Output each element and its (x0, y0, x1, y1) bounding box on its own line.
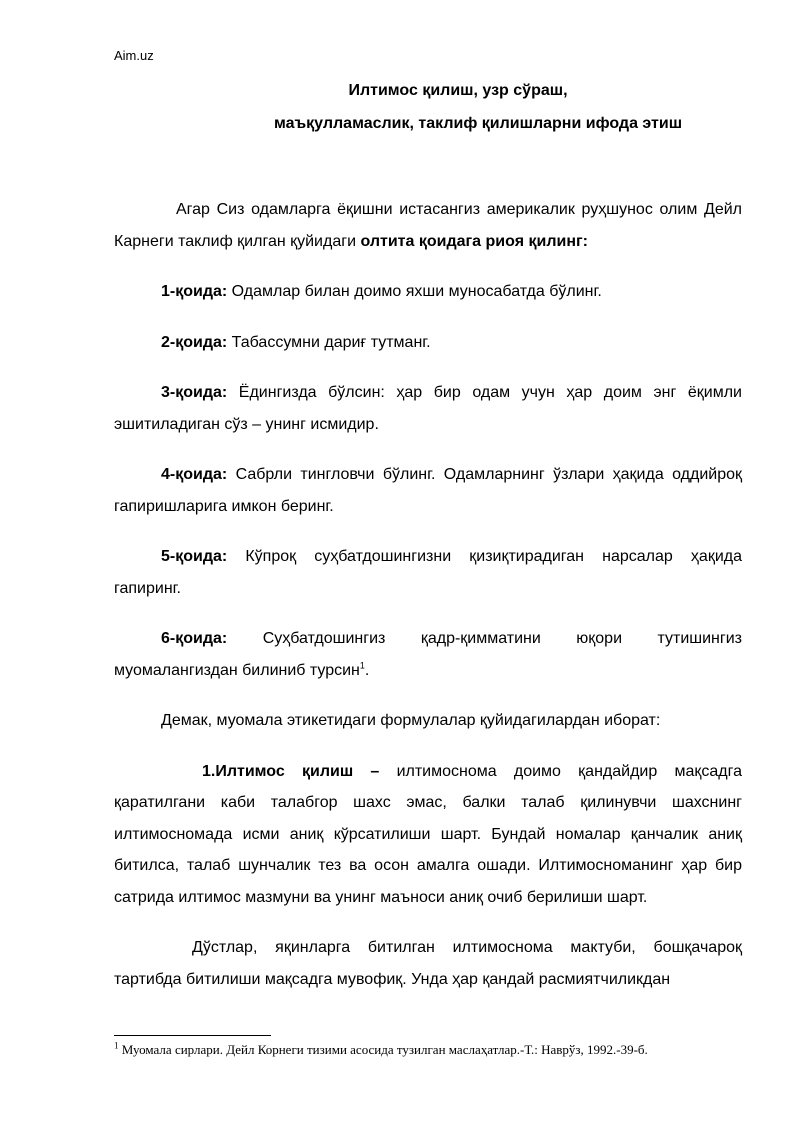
rule-2 (114, 327, 742, 359)
intro-bold: олтита қоидага риоя қилинг: (360, 232, 588, 250)
document-title-line1: Илтимос қилиш, узр сўраш, (348, 82, 568, 99)
rule-label: 1-қоида: (161, 283, 228, 300)
rule-label: 2-қоида: (161, 333, 228, 351)
rule-label: 4-қоида: (161, 466, 228, 483)
rule-text: Одамлар билан доимо яхши муносабатда бўлинг. (227, 283, 602, 300)
rule-text: Табассумни дариғ тутманг. (227, 333, 431, 351)
friends-paragraph: Дўстлар, яқинларга битилган илтимоснома мактуби, бошқачароқ тартибда битилиши мақсадга мувофиқ. Унда ҳар қандай расмиятчиликдан (114, 939, 742, 988)
rule-6-word: қадр-қимматини (420, 630, 541, 647)
rule-6-word: Суҳбатдошингиз (262, 630, 386, 647)
section-1-paragraph (114, 756, 742, 914)
section-1-text: илтимоснома доимо қандайдир мақсадга қаратилгани каби талабгор шахс эмас, балки талаб қилинувчи шахснинг илтимосномада исми аниқ кўрсатилиши шарт. Бундай номалар қанчалик аниқ битилса, талаб шунчалик тез ва осон амалга ошади. Илтимосноманинг ҳар бир сатрида илтимос мазмуни ва унинг маъноси аниқ очиб берилиши шарт. (114, 762, 743, 906)
rule-6-text: муомалангиздан билиниб турсин (114, 661, 360, 679)
rule-3 (114, 377, 742, 440)
section-1-heading: 1.Илтимос қилиш – (202, 762, 380, 780)
summary-paragraph: Демак, муомала этикетидаги формулалар қуйидагилардан иборат: (161, 712, 661, 729)
rule-6-period: . (364, 661, 370, 679)
footnote-reference[interactable]: 1 (359, 660, 365, 671)
rule-6 (114, 623, 742, 686)
rule-text: Сабрли тингловчи бўлинг. Одамларнинг ўзлари ҳақида оддийроқ гапиришларига имкон беринг. (114, 466, 742, 515)
intro-text: Агар Сиз одамларга ёқишни истасангиз америкалик руҳшунос олим Дейл Карнеги таклиф қилган қуйидаги (114, 201, 742, 250)
rule-6-word: тутишингиз (657, 630, 742, 647)
footnote-mark: 1 (114, 1040, 119, 1051)
document-body (114, 194, 742, 995)
rule-text: Ёдингизда бўлсин: ҳар бир одам учун ҳар доим энг ёқимли эшитиладиган сўз – унинг исмидир. (114, 384, 742, 433)
rule-label: 5-қоида: (161, 548, 228, 565)
rule-6-word: юқори (576, 630, 623, 647)
footnote-separator (114, 1035, 271, 1036)
rule-6-line2 (114, 655, 742, 687)
rule-label: 6-қоида: (161, 630, 228, 647)
intro-paragraph (114, 194, 742, 257)
document-title-line2: маъқулламаслик, таклиф қилишларни ифода этиш (273, 115, 683, 132)
rule-6-line1 (114, 623, 742, 655)
rule-1 (114, 276, 742, 308)
footnote-text: Муомала сирлари. Дейл Корнеги тизими асосида тузилган маслаҳатлар.-Т.: Наврўз, 1992.-39-б. (118, 1042, 648, 1057)
rule-text: Кўпроқ суҳбатдошингизни қизиқтирадиган нарсалар ҳақида гапиринг. (114, 548, 742, 597)
footnote (114, 1042, 754, 1058)
rule-4 (114, 459, 742, 522)
site-header: Aim.uz (114, 48, 154, 63)
rule-5 (114, 541, 742, 604)
rule-label: 3-қоида: (161, 384, 228, 401)
